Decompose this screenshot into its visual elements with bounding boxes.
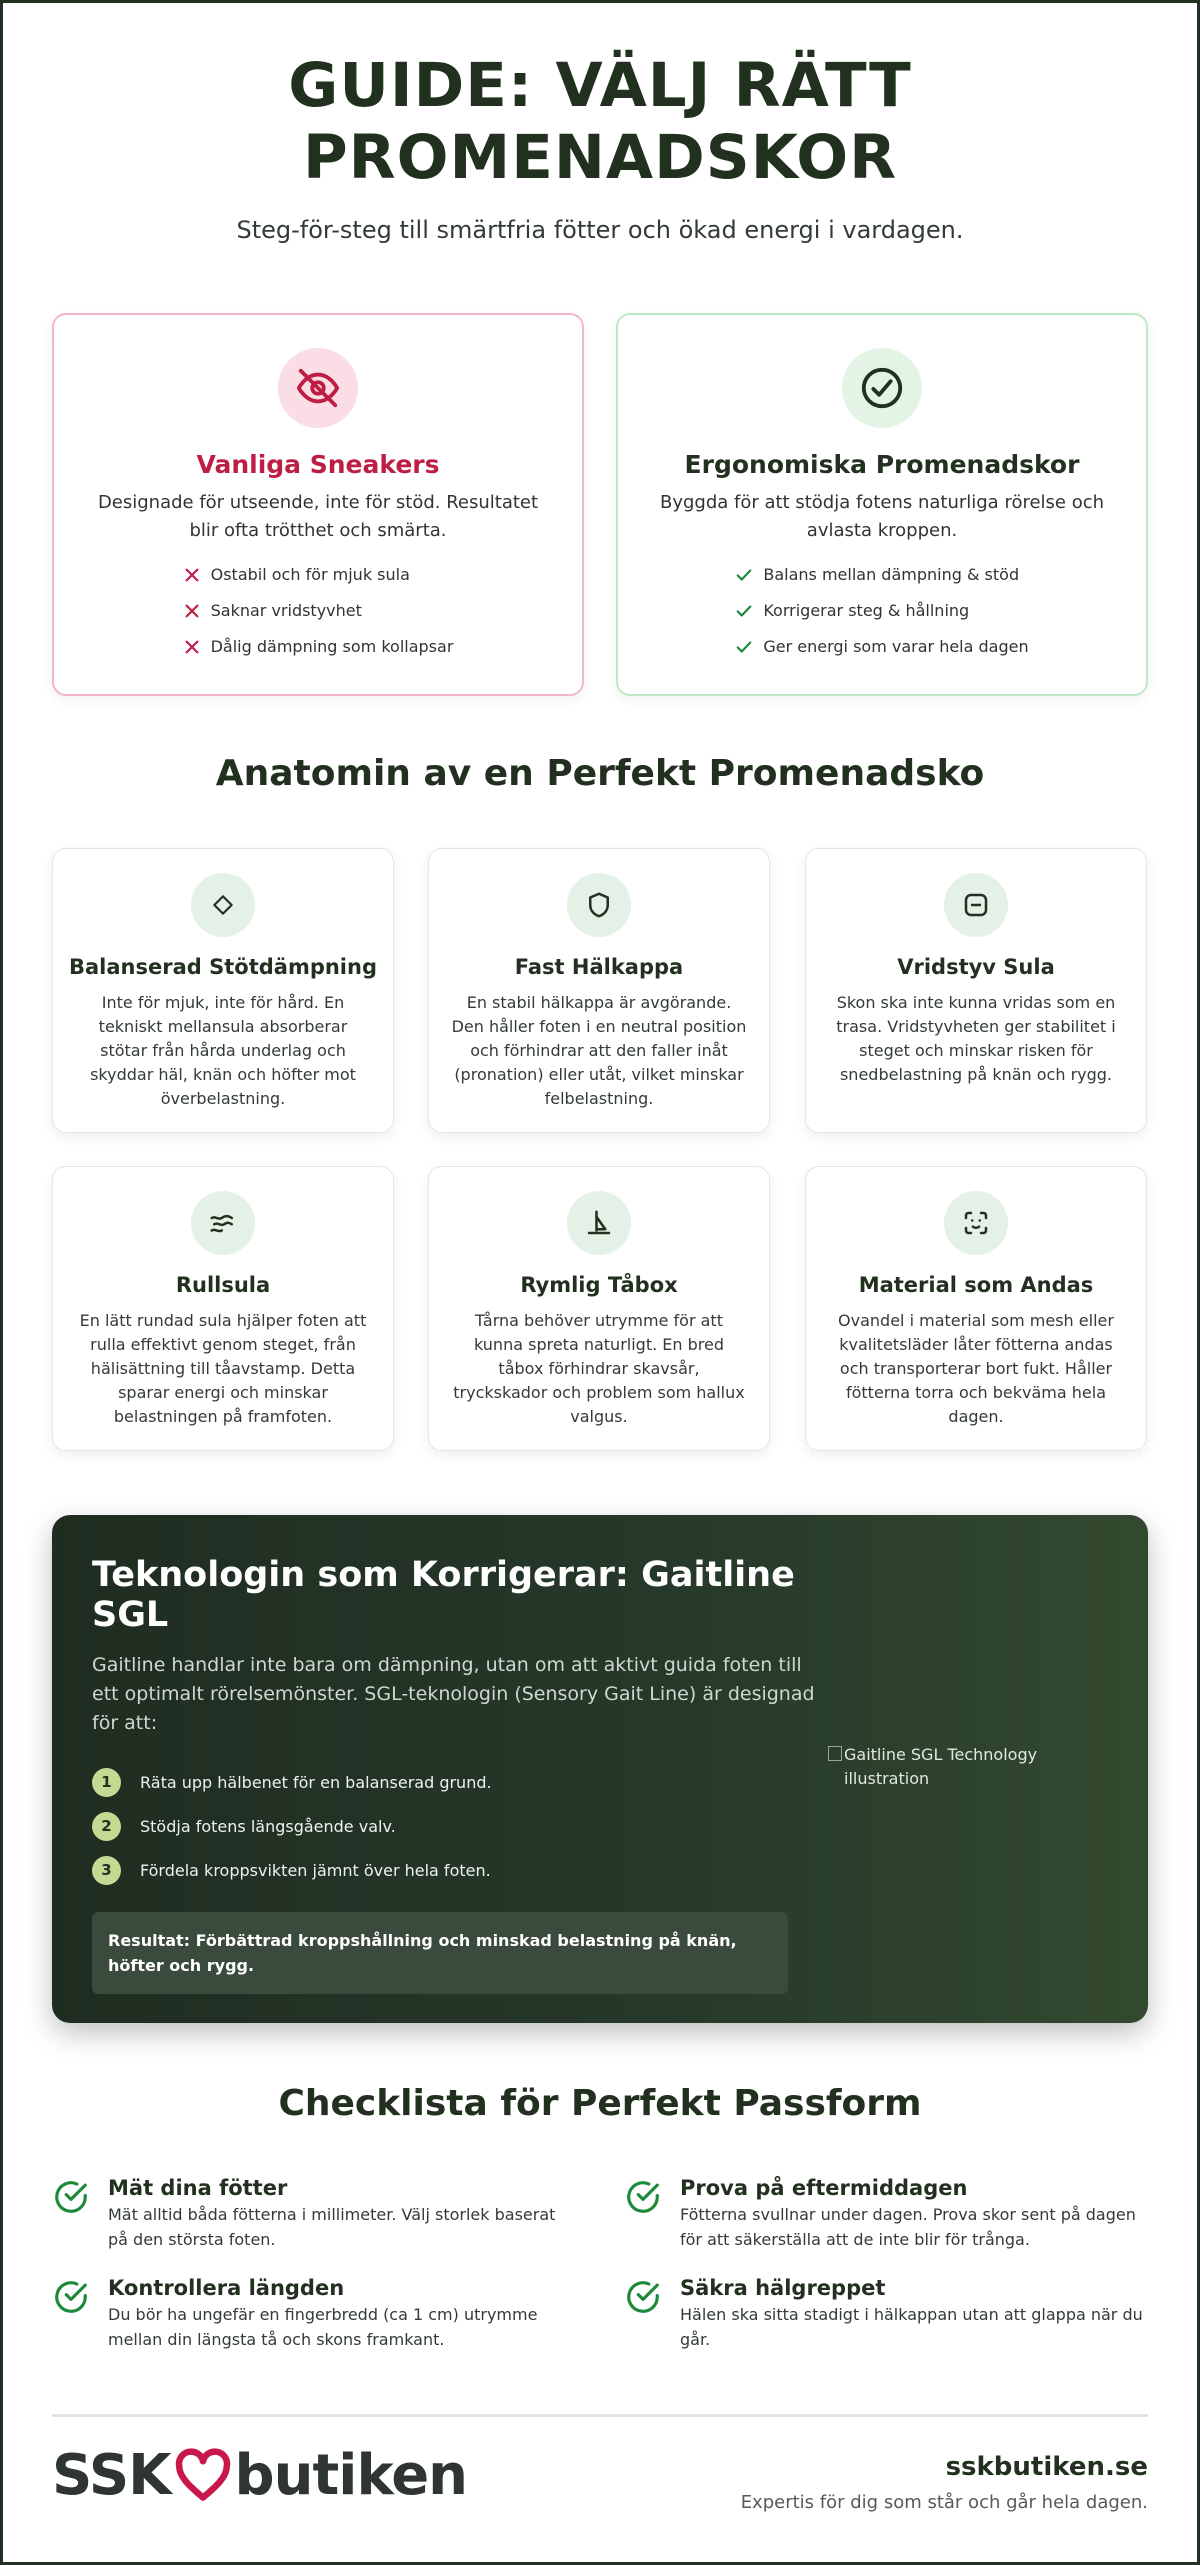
step-number: 2 [92, 1812, 121, 1841]
step-number: 3 [92, 1856, 121, 1885]
feature-text: En stabil hälkappa är avgörande. Den håller foten i en neutral position och förhindrar att den faller inåt (pronation) eller utåt, vilket minskar felbelastning. [451, 993, 747, 1108]
checklist-item-title: Säkra hälgreppet [680, 2276, 886, 2300]
check-circle-icon [52, 2278, 90, 2316]
step-number: 1 [92, 1768, 121, 1797]
page-title: GUIDE: VÄLJ RÄTT PROMENADSKOR [288, 50, 912, 193]
checklist-title: Checklista för Perfekt Passform [278, 2083, 922, 2124]
check-circle-icon [624, 2278, 662, 2316]
list-item [183, 593, 454, 629]
card-description: Designade för utseende, inte för stöd. Resultatet blir ofta trötthet och smärta. [97, 492, 539, 541]
wind-icon [191, 1191, 255, 1255]
checklist-item-title: Prova på eftermiddagen [680, 2176, 968, 2200]
list-item-label: Korrigerar steg & hållning [763, 601, 970, 620]
list-item-label: Ger energi som varar hela dagen [763, 637, 1029, 656]
hero [0, 50, 1200, 244]
feature-card [428, 848, 770, 1133]
site-tagline: Expertis för dig som står och går hela dagen. [740, 2492, 1148, 2513]
x-icon [183, 566, 201, 584]
checklist-item [624, 2276, 1144, 2352]
step-text: Fördela kroppsvikten jämnt över hela foten. [140, 1860, 491, 1880]
logo-text-right: butiken [234, 2442, 468, 2508]
list-item-label: Balans mellan dämpning & stöd [763, 565, 1020, 584]
feature-card [428, 1166, 770, 1451]
list-item-label: Dålig dämpning som kollapsar [210, 637, 454, 656]
heart-icon [173, 2445, 233, 2505]
tech-illustration [828, 1743, 1088, 1791]
checklist-item-text: Du bör ha ungefär en fingerbredd (ca 1 cm) utrymme mellan din längsta tå och skons framkant. [108, 2305, 538, 2349]
feature-text: Skon ska inte kunna vridas som en trasa. Vridstyvheten ger stabilitet i steget och minskar risken för snedbelastning på knän och rygg. [836, 993, 1116, 1084]
check-circle-icon [842, 348, 922, 428]
footer-site [741, 2452, 1148, 2513]
minus-square-icon [944, 873, 1008, 937]
x-icon [183, 602, 201, 620]
card-title: Vanliga Sneakers [196, 450, 440, 479]
checklist-item-text: Mät alltid båda fötterna i millimeter. Välj storlek baserat på den största foten. [108, 2205, 556, 2249]
list-item-label: Ostabil och för mjuk sula [210, 565, 410, 584]
feature-title: Fast Hälkappa [514, 955, 684, 979]
sneakers-card [52, 313, 584, 696]
checklist-item-title: Kontrollera längden [108, 2276, 345, 2300]
check-circle-icon [624, 2178, 662, 2216]
step-text: Räta upp hälbenet för en balanserad grund. [140, 1772, 492, 1792]
feature-text: En lätt rundad sula hjälper foten att rulla effektivt genom steget, från hälisättning till tåavstamp. Detta sparar energi och minskar belastningen på framfoten. [79, 1311, 367, 1426]
image-alt-text: Gaitline SGL Technology illustration [844, 1745, 1038, 1788]
page-subtitle: Steg-för-steg till smärtfria fötter och ökad energi i vardagen. [236, 216, 964, 244]
shield-icon [567, 873, 631, 937]
checklist-item [624, 2176, 1144, 2252]
checklist-item-text: Fötterna svullnar under dagen. Prova skor sent på dagen för att säkerställa att de inte blir för trånga. [680, 2205, 1136, 2249]
feature-text: Tårna behöver utrymme för att kunna spreta naturligt. En bred tåbox förhindrar skavsår, tryckskador och problem som hallux valgus. [453, 1311, 745, 1426]
result-box: Resultat: Förbättrad kroppshållning och minskad belastning på knän, höfter och rygg. [92, 1912, 788, 1994]
gaitline-panel [52, 1515, 1148, 2023]
feature-title: Vridstyv Sula [897, 955, 1055, 979]
diamond-icon [191, 873, 255, 937]
feature-title: Balanserad Stötdämpning [69, 955, 377, 979]
checkmark-icon [735, 638, 753, 656]
tech-lead: Gaitline handlar inte bara om dämpning, utan om att aktivt guida foten till ett optimalt rörelsemönster. SGL-teknologin (Sensory Gait Line) är designad för att: [92, 1654, 815, 1734]
list-item-label: Saknar vridstyvhet [210, 601, 362, 620]
tech-step [92, 1804, 1108, 1848]
feature-title: Material som Andas [858, 1273, 1094, 1297]
checklist-item-text: Hälen ska sitta stadigt i hälkappan utan att glappa när du går. [680, 2305, 1143, 2349]
feature-card [52, 848, 394, 1133]
tech-title: Teknologin som Korrigerar: Gaitline SGL [92, 1555, 795, 1635]
list-item [735, 557, 1028, 593]
checklist-item [52, 2276, 572, 2352]
ergonomic-card [616, 313, 1148, 696]
checkmark-icon [735, 566, 753, 584]
feature-card [805, 848, 1147, 1133]
feature-title: Rymlig Tåbox [520, 1273, 678, 1297]
feature-card [805, 1166, 1147, 1451]
brand-logo[interactable] [52, 2440, 467, 2510]
feature-text: Inte för mjuk, inte för hård. En tekniskt mellansula absorberar stötar från hårda underlag och skyddar häl, knän och höfter mot överbelastning. [90, 993, 356, 1108]
card-description: Byggda för att stödja fotens naturliga rörelse och avlasta kroppen. [659, 492, 1105, 541]
logo-text-left: SSK [52, 2442, 171, 2508]
bad-list [183, 557, 454, 665]
feature-text: Ovandel i material som mesh eller kvalitetsläder låter fötterna andas och transporterar bort fukt. Håller fötterna torra och bekväma hela dagen. [838, 1311, 1114, 1426]
site-url[interactable]: sskbutiken.se [945, 2452, 1148, 2482]
x-icon [183, 638, 201, 656]
tech-step [92, 1848, 1108, 1892]
list-item [735, 593, 1028, 629]
checkmark-icon [735, 602, 753, 620]
footer-divider [52, 2414, 1148, 2417]
scan-face-icon [944, 1191, 1008, 1255]
check-circle-icon [52, 2178, 90, 2216]
list-item [183, 557, 454, 593]
list-item [735, 629, 1028, 665]
checklist-item [52, 2176, 572, 2252]
card-title: Ergonomiska Promenadskor [684, 450, 1080, 479]
list-item [183, 629, 454, 665]
sailboat-icon [567, 1191, 631, 1255]
feature-title: Rullsula [175, 1273, 271, 1297]
eye-off-icon [278, 348, 358, 428]
good-list [735, 557, 1028, 665]
broken-image-icon [828, 1746, 842, 1761]
step-text: Stödja fotens längsgående valv. [140, 1816, 396, 1836]
anatomy-title: Anatomin av en Perfekt Promenadsko [215, 753, 985, 794]
checklist-item-title: Mät dina fötter [108, 2176, 288, 2200]
feature-card [52, 1166, 394, 1451]
